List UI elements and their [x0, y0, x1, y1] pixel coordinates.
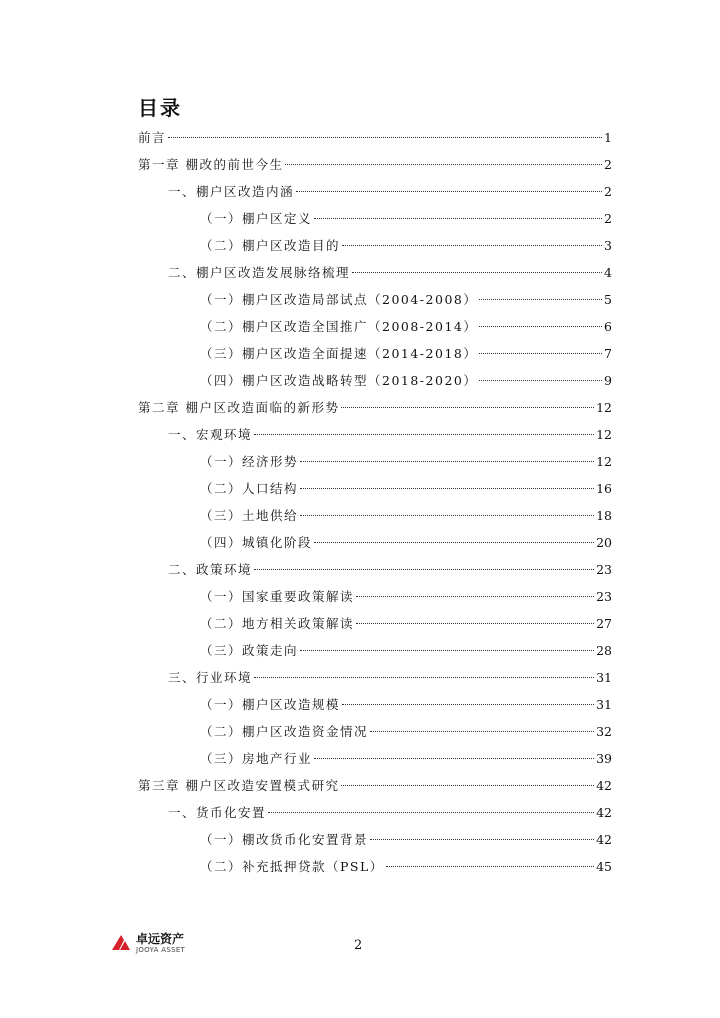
toc-entry[interactable]: [138, 394, 612, 421]
toc-entry-page: 42: [596, 805, 612, 820]
toc-entry-page: 9: [604, 373, 612, 388]
toc-entry-page: 2: [604, 184, 612, 199]
page-number: 2: [354, 938, 363, 953]
toc-entry-label: 第一章 棚改的前世今生: [138, 157, 284, 172]
dot-leader: [314, 218, 602, 219]
toc-entry-label: （一）棚户区改造局部试点（2004-2008）: [200, 292, 478, 307]
toc-entry[interactable]: [138, 286, 612, 313]
toc-entry-label: （三）棚户区改造全面提速（2014-2018）: [200, 346, 478, 361]
dot-leader: [342, 245, 602, 246]
toc-entry[interactable]: [138, 799, 612, 826]
toc-entry[interactable]: [138, 259, 612, 286]
dot-leader: [352, 272, 602, 273]
toc-entry[interactable]: [138, 826, 612, 853]
dot-leader: [370, 839, 594, 840]
company-logo: [110, 932, 185, 954]
toc-entry-label: 二、棚户区改造发展脉络梳理: [168, 265, 351, 280]
toc-entry[interactable]: [138, 367, 612, 394]
toc-entry-page: 42: [596, 778, 612, 793]
table-of-contents: [138, 124, 612, 880]
toc-entry-label: 一、宏观环境: [168, 427, 253, 442]
toc-entry-page: 1: [604, 130, 612, 145]
toc-entry[interactable]: [138, 691, 612, 718]
dot-leader: [356, 623, 594, 624]
toc-entry[interactable]: [138, 232, 612, 259]
page-title: 目录: [138, 96, 182, 120]
toc-entry-page: 12: [596, 454, 612, 469]
toc-entry[interactable]: [138, 664, 612, 691]
toc-entry-page: 42: [596, 832, 612, 847]
toc-entry[interactable]: [138, 502, 612, 529]
dot-leader: [254, 434, 594, 435]
toc-entry-page: 2: [604, 211, 612, 226]
dot-leader: [254, 569, 594, 570]
toc-entry[interactable]: [138, 583, 612, 610]
dot-leader: [356, 596, 594, 597]
toc-entry-page: 23: [596, 562, 612, 577]
toc-entry-page: 16: [596, 481, 612, 496]
toc-entry[interactable]: [138, 772, 612, 799]
toc-entry-page: 6: [604, 319, 612, 334]
dot-leader: [300, 488, 594, 489]
toc-entry[interactable]: [138, 205, 612, 232]
dot-leader: [268, 812, 594, 813]
toc-entry-label: （一）棚改货币化安置背景: [200, 832, 369, 847]
toc-entry-page: 39: [596, 751, 612, 766]
toc-entry-label: 前言: [138, 130, 167, 145]
toc-entry-label: （二）补充抵押贷款（PSL）: [200, 859, 384, 874]
toc-entry-page: 31: [596, 697, 612, 712]
toc-entry-label: （二）棚户区改造目的: [200, 238, 341, 253]
dot-leader: [341, 407, 594, 408]
toc-entry[interactable]: [138, 637, 612, 664]
toc-entry-page: 5: [604, 292, 612, 307]
toc-entry-page: 23: [596, 589, 612, 604]
toc-entry-page: 31: [596, 670, 612, 685]
dot-leader: [314, 758, 594, 759]
toc-entry[interactable]: [138, 610, 612, 637]
toc-entry-page: 45: [596, 859, 612, 874]
logo-english-text: JOOYA ASSET: [136, 945, 186, 954]
toc-entry-label: 第二章 棚户区改造面临的新形势: [138, 400, 340, 415]
dot-leader: [342, 704, 594, 705]
toc-entry[interactable]: [138, 421, 612, 448]
dot-leader: [300, 650, 594, 651]
dot-leader: [370, 731, 594, 732]
toc-entry-page: 28: [596, 643, 612, 658]
dot-leader: [386, 866, 594, 867]
toc-entry[interactable]: [138, 853, 612, 880]
toc-entry[interactable]: [138, 475, 612, 502]
toc-entry-page: 18: [596, 508, 612, 523]
dot-leader: [285, 164, 602, 165]
toc-entry-label: （三）房地产行业: [200, 751, 313, 766]
logo-mark-icon: [110, 932, 132, 954]
toc-entry-page: 2: [604, 157, 612, 172]
toc-entry-page: 4: [604, 265, 612, 280]
toc-entry[interactable]: [138, 178, 612, 205]
toc-entry-label: （二）地方相关政策解读: [200, 616, 355, 631]
toc-entry-label: 二、政策环境: [168, 562, 253, 577]
toc-entry-label: （一）棚户区定义: [200, 211, 313, 226]
toc-entry[interactable]: [138, 718, 612, 745]
dot-leader: [168, 137, 602, 138]
dot-leader: [479, 326, 602, 327]
toc-entry[interactable]: [138, 745, 612, 772]
logo-chinese-text: 卓远资产: [136, 931, 185, 946]
toc-entry-label: 三、行业环境: [168, 670, 253, 685]
dot-leader: [479, 299, 602, 300]
dot-leader: [300, 461, 594, 462]
toc-entry[interactable]: [138, 151, 612, 178]
toc-entry-label: （二）棚户区改造全国推广（2008-2014）: [200, 319, 478, 334]
toc-entry-page: 3: [604, 238, 612, 253]
toc-entry-page: 20: [596, 535, 612, 550]
toc-entry-label: （一）经济形势: [200, 454, 299, 469]
dot-leader: [314, 542, 594, 543]
toc-entry[interactable]: [138, 124, 612, 151]
toc-entry-page: 7: [604, 346, 612, 361]
toc-entry[interactable]: [138, 529, 612, 556]
toc-entry-label: （一）棚户区改造规模: [200, 697, 341, 712]
toc-entry-label: 一、棚户区改造内涵: [168, 184, 295, 199]
toc-entry-label: （一）国家重要政策解读: [200, 589, 355, 604]
toc-entry[interactable]: [138, 340, 612, 367]
toc-entry-label: 第三章 棚户区改造安置模式研究: [138, 778, 340, 793]
toc-entry-label: （二）人口结构: [200, 481, 299, 496]
toc-entry-label: （三）政策走向: [200, 643, 299, 658]
toc-entry[interactable]: [138, 313, 612, 340]
toc-entry-page: 12: [596, 427, 612, 442]
toc-entry-label: （四）城镇化阶段: [200, 535, 313, 550]
toc-entry-page: 27: [596, 616, 612, 631]
toc-entry[interactable]: [138, 556, 612, 583]
toc-entry-label: （二）棚户区改造资金情况: [200, 724, 369, 739]
toc-entry[interactable]: [138, 448, 612, 475]
toc-entry-label: （四）棚户区改造战略转型（2018-2020）: [200, 373, 478, 388]
dot-leader: [300, 515, 594, 516]
toc-entry-page: 12: [596, 400, 612, 415]
toc-entry-label: 一、货币化安置: [168, 805, 267, 820]
dot-leader: [296, 191, 602, 192]
toc-entry-label: （三）土地供给: [200, 508, 299, 523]
dot-leader: [254, 677, 594, 678]
dot-leader: [479, 380, 602, 381]
toc-entry-page: 32: [596, 724, 612, 739]
dot-leader: [341, 785, 594, 786]
dot-leader: [479, 353, 602, 354]
